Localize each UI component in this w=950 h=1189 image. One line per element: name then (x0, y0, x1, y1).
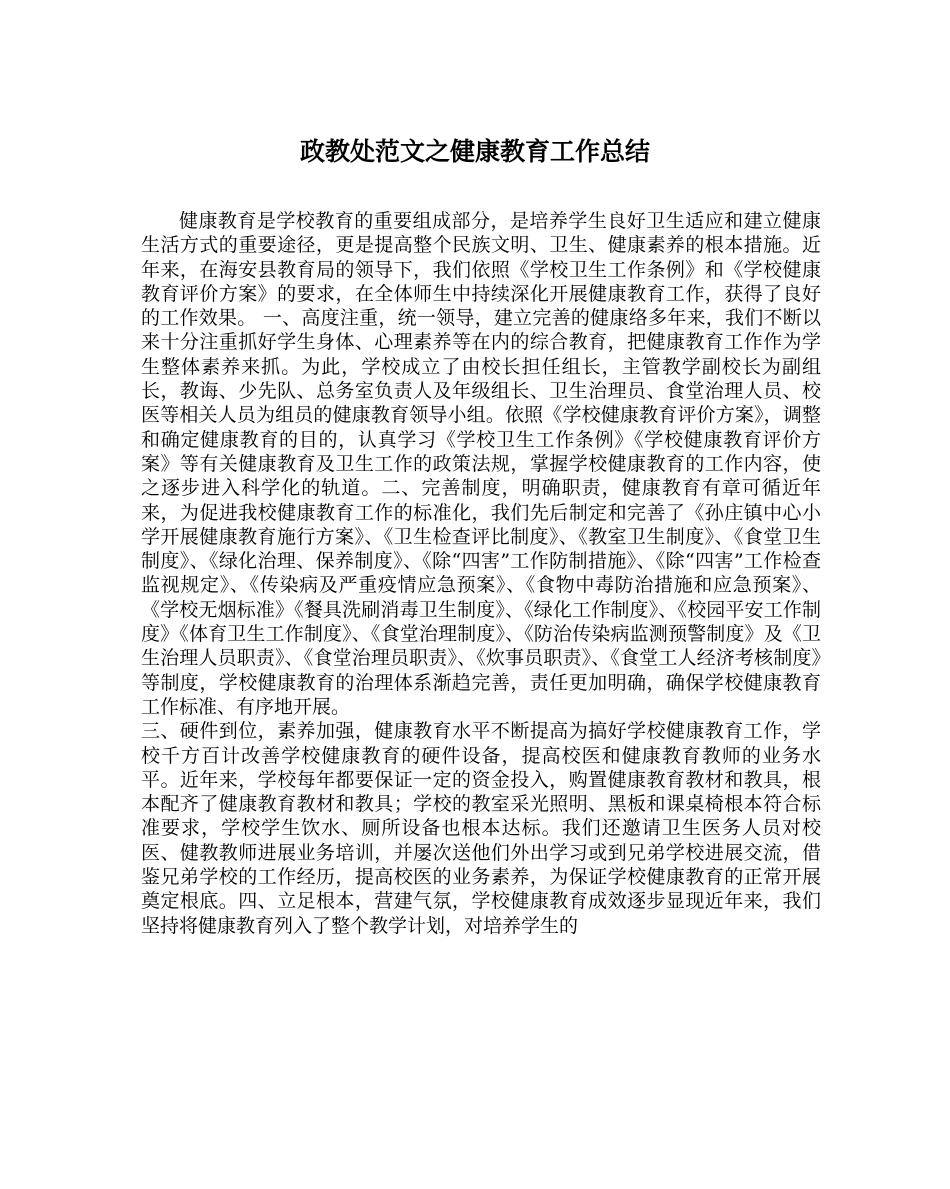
document-title: 政教处范文之健康教育工作总结 (299, 137, 650, 166)
paragraph: 三、硬件到位，素养加强，健康教育水平不断提高为搞好学校健康教育工作，学校千方百计改善学校健康教育的硬件设备，提高校医和健康教育教师的业务水平。近年来，学校每年都要保证一定的资金投入，购置健康教育教材和教具，根本配齐了健康教育教材和教具；学校的教室采光照明、黑板和课桌椅根本符合标准要求，学校学生饮水、厕所设备也根本达标。我们还邀请卫生医务人员对校医、健教教师进展业务培训，并屡次送他们外出学习或到兄弟学校进展交流，借鉴兄弟学校的工作经历，提高校医的业务素养，为保证学校健康教育的正常开展奠定根底。四、立足根本，营建气氛，学校健康教育成效逐步显现近年来，我们坚持将健康教育列入了整个教学计划，对培养学生的 (141, 720, 821, 937)
paragraph: 健康教育是学校教育的重要组成部分，是培养学生良好卫生适应和建立健康生活方式的重要途径，更是提高整个民族文明、卫生、健康素养的根本措施。近年来，在海安县教育局的领导下，我们依照《学校卫生工作条例》和《学校健康教育评价方案》的要求，在全体师生中持续深化开展健康教育工作，获得了良好的工作效果。 一、高度注重，统一领导，建立完善的健康络多年来，我们不断以来十分注重抓好学生身体、心理素养等在内的综合教育，把健康教育工作作为学生整体素养来抓。为此，学校成立了由校长担任组长，主管教学副校长为副组长，教诲、少先队、总务室负责人及年级组长、卫生治理员、食堂治理人员、校医等相关人员为组员的健康教育领导小组。依照《学校健康教育评价方案》，调整和确定健康教育的目的，认真学习《学校卫生工作条例》《学校健康教育评价方案》等有关健康教育及卫生工作的政策法规，掌握学校健康教育的工作内容，使之逐步进入科学化的轨道。二、完善制度，明确职责，健康教育有章可循近年来，为促进我校健康教育工作的标准化，我们先后制定和完善了《孙庄镇中心小学开展健康教育施行方案》、《卫生检查评比制度》、《教室卫生制度》、《食堂卫生制度》、《绿化治理、保养制度》、《除“四害”工作防制措施》、《除“四害”工作检查监视规定》、《传染病及严重疫情应急预案》、《食物中毒防治措施和应急预案》、《学校无烟标准》《餐具洗刷消毒卫生制度》、《绿化工作制度》、《校园平安工作制度》《体育卫生工作制度》、《食堂治理制度》、《防治传染病监测预警制度》及《卫生治理人员职责》、《食堂治理员职责》、《炊事员职责》、《食堂工人经济考核制度》等制度，学校健康教育的治理体系渐趋完善，责任更加明确，确保学校健康教育工作标准、有序地开展。 (141, 210, 821, 718)
document-body (141, 209, 821, 938)
